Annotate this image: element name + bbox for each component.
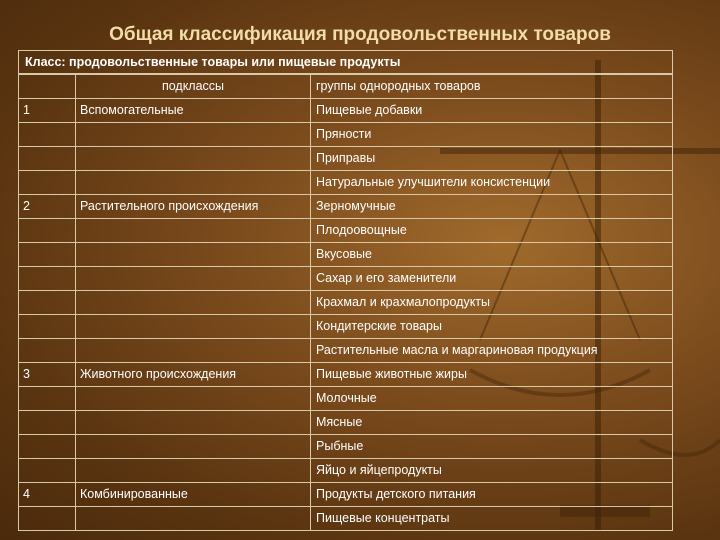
table-row	[19, 459, 673, 483]
row-group: Рыбные	[311, 435, 673, 459]
row-subclass: Растительного происхождения	[76, 195, 311, 219]
row-group: Крахмал и крахмалопродукты	[311, 291, 673, 315]
row-subclass	[76, 123, 311, 147]
header-subclasses: подклассы	[76, 75, 311, 99]
row-subclass	[76, 171, 311, 195]
row-number	[19, 459, 76, 483]
row-subclass: Комбинированные	[76, 483, 311, 507]
table-row	[19, 363, 673, 387]
row-group: Пищевые добавки	[311, 99, 673, 123]
row-subclass	[76, 411, 311, 435]
row-number	[19, 411, 76, 435]
row-number	[19, 315, 76, 339]
row-number: 3	[19, 363, 76, 387]
table-row	[19, 435, 673, 459]
row-subclass	[76, 267, 311, 291]
row-number	[19, 435, 76, 459]
row-number	[19, 267, 76, 291]
row-group: Пряности	[311, 123, 673, 147]
row-subclass	[76, 243, 311, 267]
table-row	[19, 123, 673, 147]
row-number	[19, 123, 76, 147]
row-group: Плодоовощные	[311, 219, 673, 243]
row-group: Вкусовые	[311, 243, 673, 267]
table-row	[19, 507, 673, 531]
table-row	[19, 99, 673, 123]
row-number	[19, 291, 76, 315]
row-group: Зерномучные	[311, 195, 673, 219]
row-group: Растительные масла и маргариновая продукция	[311, 339, 673, 363]
row-group: Сахар и его заменители	[311, 267, 673, 291]
row-subclass	[76, 459, 311, 483]
table-row	[19, 147, 673, 171]
row-group: Пищевые животные жиры	[311, 363, 673, 387]
table-row	[19, 267, 673, 291]
row-group: Продукты детского питания	[311, 483, 673, 507]
row-group: Приправы	[311, 147, 673, 171]
row-subclass	[76, 387, 311, 411]
table-row	[19, 387, 673, 411]
row-subclass	[76, 507, 311, 531]
row-subclass	[76, 147, 311, 171]
row-group: Натуральные улучшители консистенции	[311, 171, 673, 195]
table-row	[19, 339, 673, 363]
row-number: 1	[19, 99, 76, 123]
row-subclass	[76, 435, 311, 459]
row-number	[19, 339, 76, 363]
table-row	[19, 219, 673, 243]
row-number	[19, 219, 76, 243]
row-number	[19, 171, 76, 195]
row-subclass	[76, 339, 311, 363]
table-row	[19, 195, 673, 219]
row-number	[19, 147, 76, 171]
table-header-row	[19, 75, 673, 99]
row-number	[19, 243, 76, 267]
row-subclass: Вспомогательные	[76, 99, 311, 123]
row-group: Мясные	[311, 411, 673, 435]
row-subclass	[76, 315, 311, 339]
row-number: 2	[19, 195, 76, 219]
row-group: Яйцо и яйцепродукты	[311, 459, 673, 483]
row-subclass	[76, 291, 311, 315]
row-number	[19, 387, 76, 411]
table-row	[19, 483, 673, 507]
row-number: 4	[19, 483, 76, 507]
page-title: Общая классификация продовольственных товаров	[109, 24, 611, 45]
row-subclass	[76, 219, 311, 243]
table-row	[19, 171, 673, 195]
row-group: Пищевые концентраты	[311, 507, 673, 531]
class-line: Класс: продовольственные товары или пищевые продукты	[18, 50, 673, 74]
row-group: Кондитерские товары	[311, 315, 673, 339]
table-row	[19, 291, 673, 315]
row-number	[19, 507, 76, 531]
table-row	[19, 243, 673, 267]
header-groups: группы однородных товаров	[311, 75, 673, 99]
header-num-cell	[19, 75, 76, 99]
classification-table	[18, 74, 673, 531]
table-row	[19, 411, 673, 435]
row-subclass: Животного происхождения	[76, 363, 311, 387]
row-group: Молочные	[311, 387, 673, 411]
table-row	[19, 315, 673, 339]
